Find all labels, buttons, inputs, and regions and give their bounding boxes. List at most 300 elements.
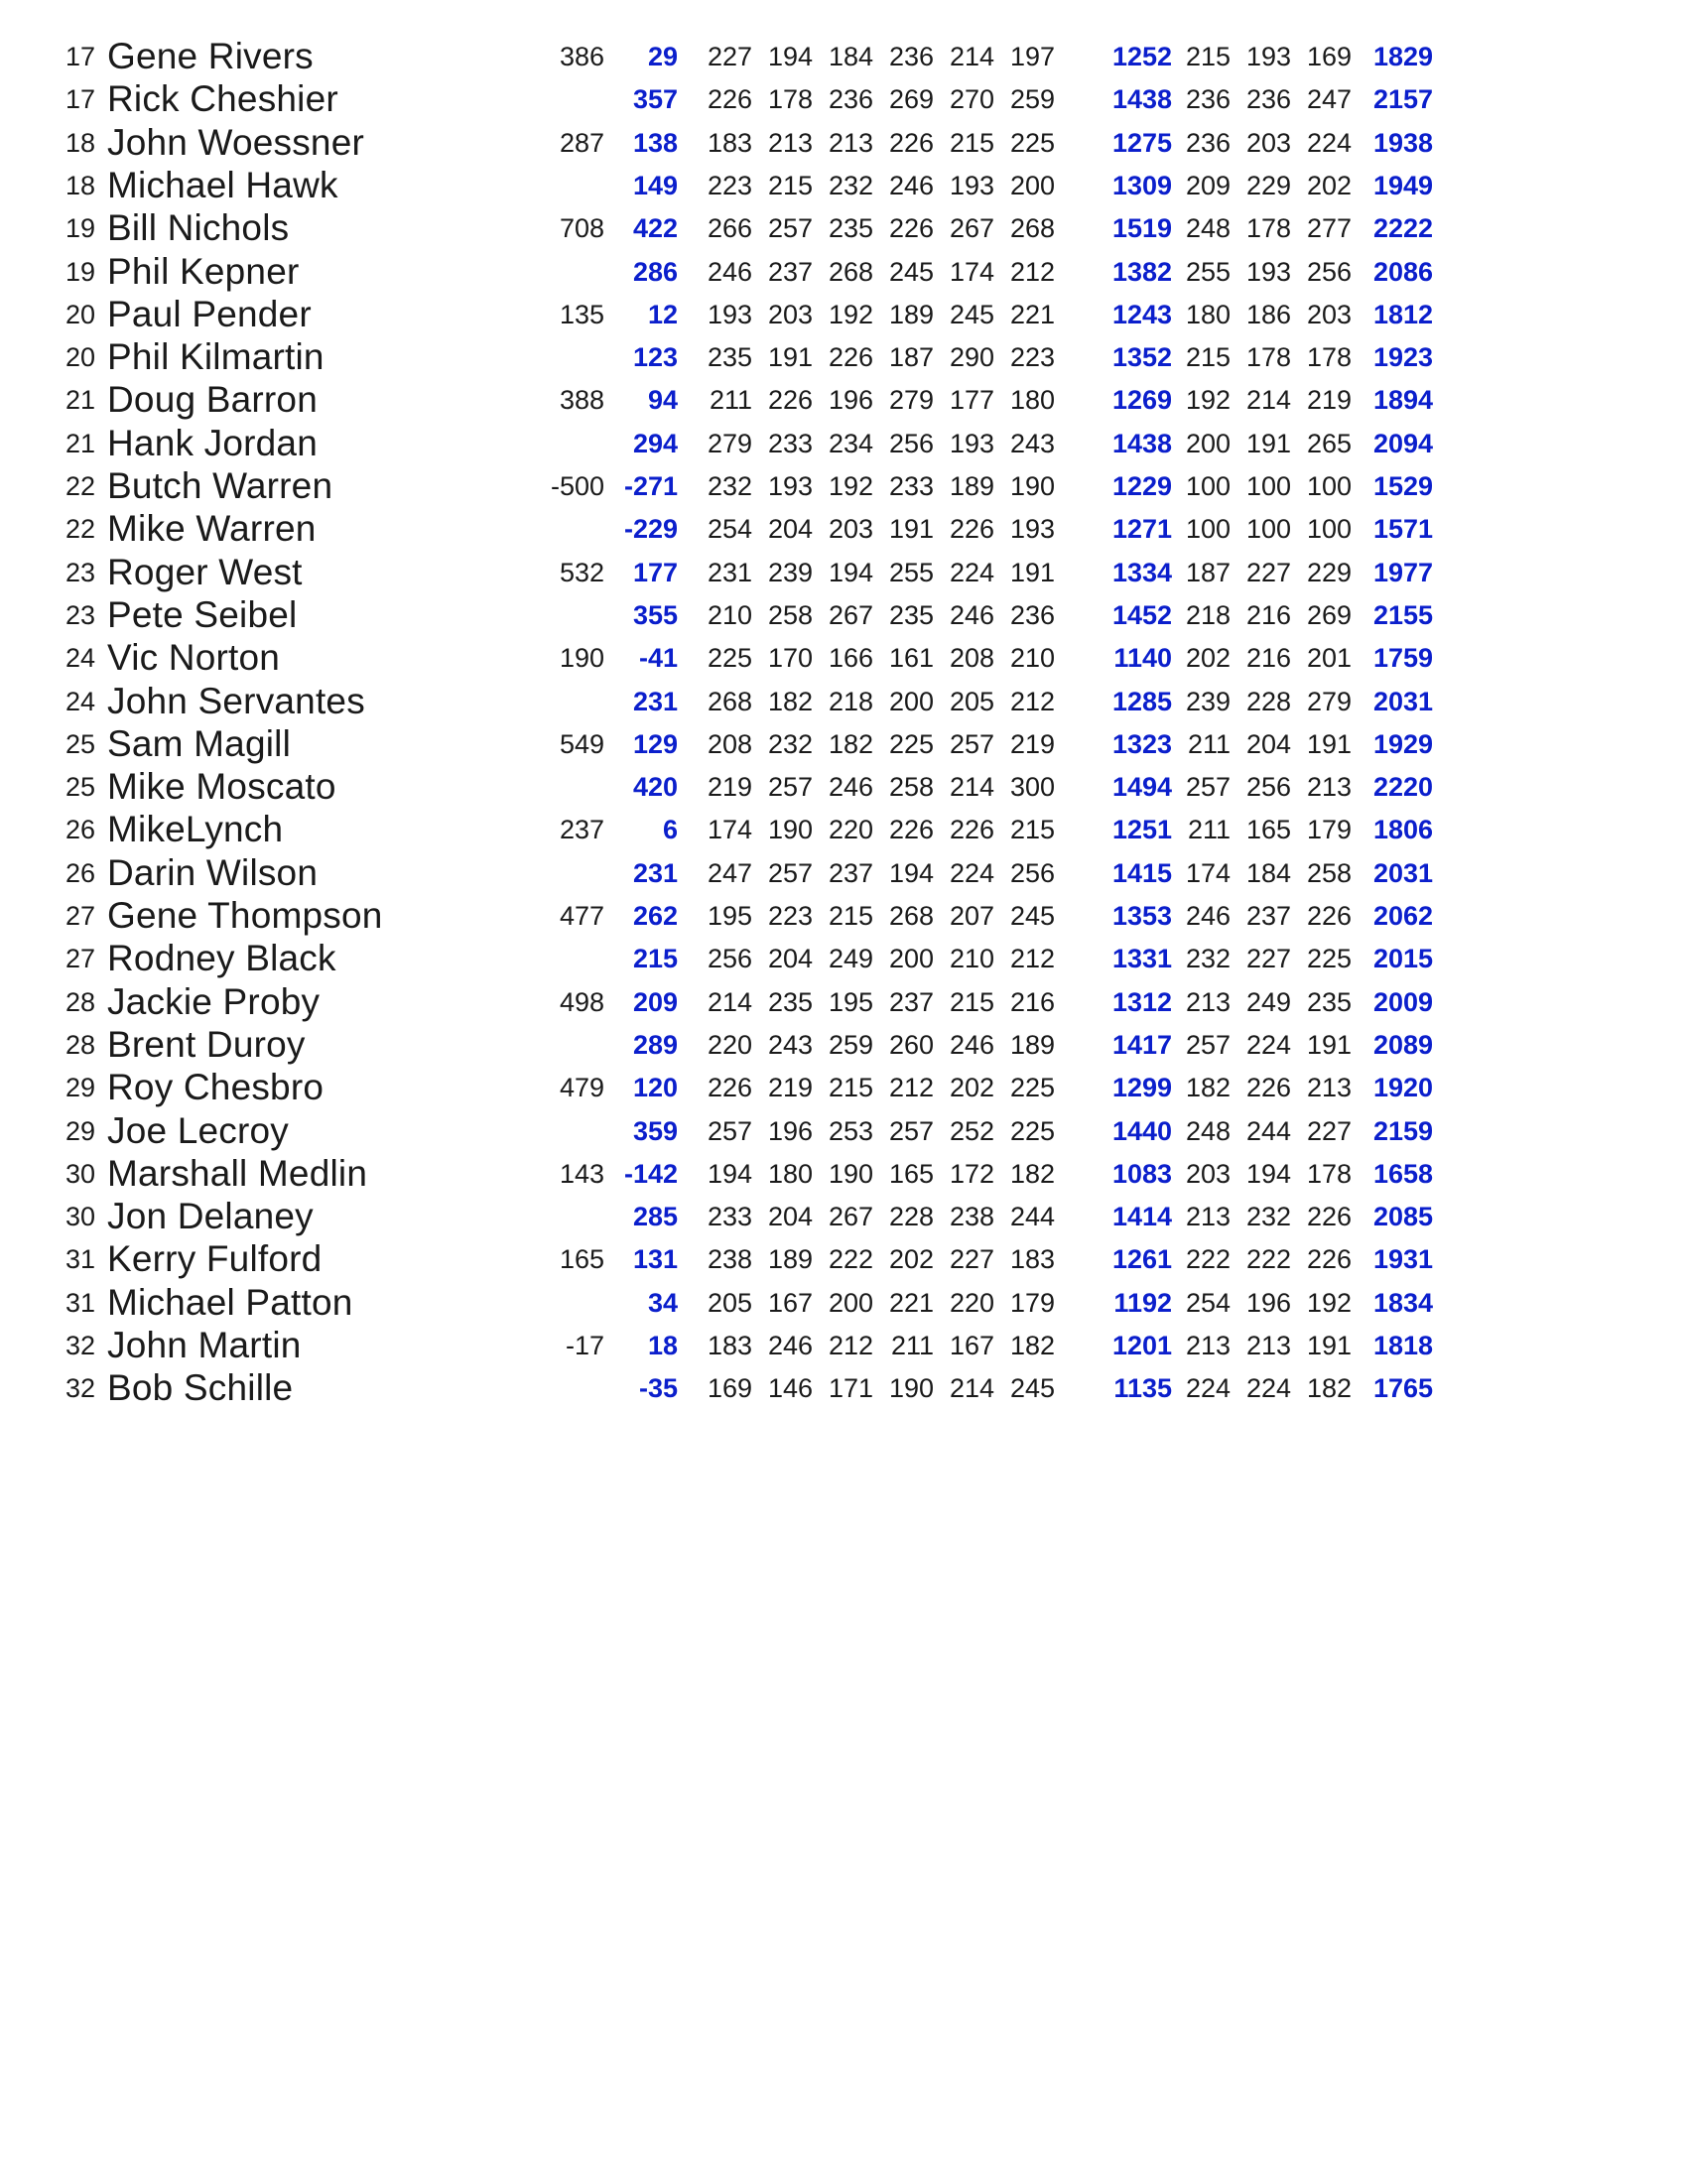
game-6-score: 197 bbox=[1009, 42, 1055, 71]
game-7-score: 100 bbox=[1185, 514, 1231, 545]
subtotal-value: 1417 bbox=[1112, 1029, 1173, 1060]
game-6-score: 244 bbox=[1009, 1202, 1055, 1232]
game-8-score: 232 bbox=[1245, 1202, 1291, 1232]
game-4-score: 236 bbox=[888, 42, 934, 71]
total-value: 1759 bbox=[1373, 643, 1434, 674]
bowler-name: Roy Chesbro bbox=[107, 1067, 325, 1108]
subtotal-value: 1414 bbox=[1112, 1202, 1173, 1232]
game-5-score: 257 bbox=[949, 728, 994, 759]
game-4-score: 190 bbox=[888, 1373, 934, 1404]
game-7-score: 224 bbox=[1185, 1373, 1231, 1404]
game-1-score: 223 bbox=[707, 170, 752, 200]
total-value: 1834 bbox=[1373, 1287, 1434, 1318]
game-5-score: 172 bbox=[949, 1158, 994, 1189]
game-1-score: 238 bbox=[707, 1244, 752, 1275]
game-2-score: 232 bbox=[767, 728, 813, 759]
differential-value: 231 bbox=[632, 686, 678, 716]
game-9-score: 226 bbox=[1306, 1244, 1352, 1275]
game-2-score: 204 bbox=[767, 1202, 813, 1232]
game-7-score: 100 bbox=[1185, 471, 1231, 501]
game-4-score: 245 bbox=[888, 256, 934, 287]
game-8-score: 178 bbox=[1245, 213, 1291, 244]
game-4-score: 257 bbox=[888, 1115, 934, 1146]
game-5-score: 252 bbox=[949, 1115, 994, 1146]
total-value: 1923 bbox=[1373, 342, 1434, 373]
game-1-score: 210 bbox=[707, 599, 752, 630]
game-5-score: 290 bbox=[949, 342, 994, 373]
game-8-score: 237 bbox=[1245, 901, 1291, 931]
handicap-value: 532 bbox=[559, 557, 604, 587]
table-row bbox=[0, 293, 1688, 336]
total-value: 2085 bbox=[1373, 1202, 1434, 1232]
game-8-score: 186 bbox=[1245, 299, 1291, 329]
game-2-score: 257 bbox=[767, 772, 813, 803]
table-row bbox=[0, 1195, 1688, 1238]
game-7-score: 222 bbox=[1185, 1244, 1231, 1275]
handicap-value: 237 bbox=[559, 815, 604, 845]
table-row bbox=[0, 335, 1688, 379]
total-value: 1920 bbox=[1373, 1073, 1434, 1103]
game-9-score: 258 bbox=[1306, 857, 1352, 888]
table-row bbox=[0, 593, 1688, 637]
game-6-score: 245 bbox=[1009, 901, 1055, 931]
differential-value: 120 bbox=[632, 1073, 678, 1103]
team-number: 28 bbox=[65, 986, 96, 1017]
game-8-score: 194 bbox=[1245, 1158, 1291, 1189]
game-2-score: 257 bbox=[767, 857, 813, 888]
game-7-score: 180 bbox=[1185, 299, 1231, 329]
table-row bbox=[0, 1066, 1688, 1109]
total-value: 2031 bbox=[1373, 686, 1434, 716]
total-value: 1765 bbox=[1373, 1373, 1434, 1404]
game-1-score: 208 bbox=[707, 728, 752, 759]
game-7-score: 254 bbox=[1185, 1287, 1231, 1318]
game-2-score: 223 bbox=[767, 901, 813, 931]
game-6-score: 191 bbox=[1009, 557, 1055, 587]
game-8-score: 236 bbox=[1245, 84, 1291, 115]
subtotal-value: 1135 bbox=[1113, 1373, 1172, 1404]
game-3-score: 196 bbox=[828, 385, 873, 416]
game-2-score: 219 bbox=[767, 1073, 813, 1103]
game-3-score: 253 bbox=[828, 1115, 873, 1146]
game-6-score: 225 bbox=[1009, 127, 1055, 158]
game-2-score: 233 bbox=[767, 428, 813, 458]
handicap-value: -500 bbox=[550, 471, 604, 501]
game-9-score: 178 bbox=[1306, 342, 1352, 373]
subtotal-value: 1192 bbox=[1113, 1287, 1172, 1318]
game-7-score: 255 bbox=[1185, 256, 1231, 287]
game-4-score: 246 bbox=[888, 170, 934, 200]
game-5-score: 224 bbox=[949, 857, 994, 888]
differential-value: -229 bbox=[623, 514, 678, 545]
differential-value: 18 bbox=[647, 1331, 678, 1360]
game-2-score: 182 bbox=[767, 686, 813, 716]
bowler-name: Joe Lecroy bbox=[107, 1109, 289, 1151]
team-number: 22 bbox=[65, 514, 96, 545]
bowler-name: Jon Delaney bbox=[107, 1196, 314, 1237]
subtotal-value: 1382 bbox=[1112, 256, 1173, 287]
game-9-score: 247 bbox=[1306, 84, 1352, 115]
differential-value: 34 bbox=[647, 1287, 678, 1318]
handicap-value: 708 bbox=[559, 213, 604, 244]
game-2-score: 170 bbox=[767, 643, 813, 674]
bowler-name: Bob Schille bbox=[107, 1367, 294, 1409]
team-number: 17 bbox=[65, 42, 96, 71]
bowler-name: Gene Thompson bbox=[107, 895, 383, 936]
game-1-score: 246 bbox=[707, 256, 752, 287]
differential-value: 177 bbox=[632, 557, 678, 587]
differential-value: 359 bbox=[632, 1115, 678, 1146]
total-value: 1571 bbox=[1373, 514, 1434, 545]
table-row bbox=[0, 378, 1688, 422]
game-8-score: 227 bbox=[1245, 944, 1291, 974]
game-1-score: 194 bbox=[707, 1158, 752, 1189]
game-5-score: 226 bbox=[949, 514, 994, 545]
game-3-score: 192 bbox=[828, 299, 873, 329]
bowler-name: Marshall Medlin bbox=[107, 1152, 368, 1194]
total-value: 1938 bbox=[1373, 127, 1434, 158]
game-8-score: 184 bbox=[1245, 857, 1291, 888]
game-5-score: 177 bbox=[949, 385, 994, 416]
team-number: 24 bbox=[65, 686, 96, 716]
team-number: 32 bbox=[65, 1331, 96, 1360]
game-2-score: 196 bbox=[767, 1115, 813, 1146]
differential-value: 262 bbox=[632, 901, 678, 931]
bowler-name: Sam Magill bbox=[107, 722, 291, 764]
game-7-score: 203 bbox=[1185, 1158, 1231, 1189]
bowler-name: Phil Kilmartin bbox=[107, 336, 325, 378]
game-3-score: 213 bbox=[828, 127, 873, 158]
game-7-score: 236 bbox=[1185, 127, 1231, 158]
total-value: 2155 bbox=[1373, 599, 1434, 630]
total-value: 2015 bbox=[1373, 944, 1434, 974]
game-3-score: 200 bbox=[828, 1287, 873, 1318]
subtotal-value: 1309 bbox=[1112, 170, 1173, 200]
game-4-score: 269 bbox=[888, 84, 934, 115]
subtotal-value: 1201 bbox=[1112, 1331, 1173, 1360]
team-number: 20 bbox=[65, 342, 96, 373]
game-9-score: 269 bbox=[1306, 599, 1352, 630]
game-1-score: 247 bbox=[707, 857, 752, 888]
game-4-score: 235 bbox=[888, 599, 934, 630]
game-2-score: 180 bbox=[767, 1158, 813, 1189]
total-value: 1931 bbox=[1373, 1244, 1434, 1275]
game-9-score: 225 bbox=[1306, 944, 1352, 974]
game-8-score: 216 bbox=[1245, 643, 1291, 674]
handicap-value: 135 bbox=[559, 299, 604, 329]
game-8-score: 228 bbox=[1245, 686, 1291, 716]
game-2-score: 190 bbox=[767, 815, 813, 845]
game-5-score: 214 bbox=[949, 42, 994, 71]
game-3-score: 212 bbox=[828, 1331, 873, 1360]
game-9-score: 169 bbox=[1306, 42, 1352, 71]
game-9-score: 226 bbox=[1306, 1202, 1352, 1232]
total-value: 1658 bbox=[1373, 1158, 1434, 1189]
differential-value: 422 bbox=[632, 213, 678, 244]
game-6-score: 182 bbox=[1009, 1158, 1055, 1189]
game-9-score: 224 bbox=[1306, 127, 1352, 158]
subtotal-value: 1452 bbox=[1112, 599, 1173, 630]
game-3-score: 267 bbox=[828, 599, 873, 630]
table-row bbox=[0, 422, 1688, 465]
game-8-score: 229 bbox=[1245, 170, 1291, 200]
game-5-score: 214 bbox=[949, 772, 994, 803]
total-value: 2062 bbox=[1373, 901, 1434, 931]
game-5-score: 226 bbox=[949, 815, 994, 845]
game-6-score: 245 bbox=[1009, 1373, 1055, 1404]
subtotal-value: 1251 bbox=[1112, 815, 1173, 845]
game-2-score: 246 bbox=[767, 1331, 813, 1360]
game-6-score: 259 bbox=[1009, 84, 1055, 115]
game-7-score: 215 bbox=[1185, 342, 1231, 373]
game-7-score: 248 bbox=[1185, 1115, 1231, 1146]
team-number: 23 bbox=[65, 599, 96, 630]
game-6-score: 216 bbox=[1009, 986, 1055, 1017]
bowler-name: Rodney Black bbox=[107, 938, 336, 979]
team-number: 17 bbox=[65, 84, 96, 115]
game-5-score: 174 bbox=[949, 256, 994, 287]
bowler-name: Jackie Proby bbox=[107, 980, 321, 1022]
game-6-score: 256 bbox=[1009, 857, 1055, 888]
game-1-score: 211 bbox=[709, 385, 752, 416]
subtotal-value: 1352 bbox=[1112, 342, 1173, 373]
total-value: 2094 bbox=[1373, 428, 1434, 458]
game-9-score: 277 bbox=[1306, 213, 1352, 244]
game-6-score: 183 bbox=[1009, 1244, 1055, 1275]
bowler-name: Hank Jordan bbox=[107, 422, 318, 463]
game-8-score: 249 bbox=[1245, 986, 1291, 1017]
game-9-score: 192 bbox=[1306, 1287, 1352, 1318]
game-7-score: 182 bbox=[1185, 1073, 1231, 1103]
table-row bbox=[0, 980, 1688, 1024]
game-8-score: 227 bbox=[1245, 557, 1291, 587]
game-4-score: 194 bbox=[888, 857, 934, 888]
game-4-score: 226 bbox=[888, 815, 934, 845]
differential-value: 285 bbox=[632, 1202, 678, 1232]
game-2-score: 193 bbox=[767, 471, 813, 501]
game-6-score: 243 bbox=[1009, 428, 1055, 458]
differential-value: 355 bbox=[632, 599, 678, 630]
game-5-score: 267 bbox=[949, 213, 994, 244]
differential-value: 420 bbox=[632, 772, 678, 803]
bowler-name: Kerry Fulford bbox=[107, 1238, 323, 1280]
total-value: 1529 bbox=[1373, 471, 1434, 501]
team-number: 27 bbox=[65, 901, 96, 931]
team-number: 27 bbox=[65, 944, 96, 974]
game-4-score: 260 bbox=[888, 1029, 934, 1060]
game-2-score: 257 bbox=[767, 213, 813, 244]
bowler-name: Michael Patton bbox=[107, 1281, 353, 1323]
game-1-score: 183 bbox=[707, 1331, 752, 1360]
total-value: 1929 bbox=[1373, 728, 1434, 759]
handicap-value: 287 bbox=[559, 127, 604, 158]
game-6-score: 212 bbox=[1009, 944, 1055, 974]
bowler-name: Roger West bbox=[107, 551, 303, 592]
game-8-score: 100 bbox=[1245, 514, 1291, 545]
differential-value: -41 bbox=[638, 643, 678, 674]
table-row bbox=[0, 121, 1688, 165]
team-number: 31 bbox=[65, 1287, 96, 1318]
game-3-score: 235 bbox=[828, 213, 873, 244]
team-number: 29 bbox=[65, 1115, 96, 1146]
game-3-score: 194 bbox=[828, 557, 873, 587]
game-2-score: 239 bbox=[767, 557, 813, 587]
game-7-score: 248 bbox=[1185, 213, 1231, 244]
game-5-score: 245 bbox=[949, 299, 994, 329]
game-5-score: 224 bbox=[949, 557, 994, 587]
game-2-score: 203 bbox=[767, 299, 813, 329]
table-row bbox=[0, 1366, 1688, 1410]
total-value: 1977 bbox=[1373, 557, 1434, 587]
differential-value: 6 bbox=[662, 815, 678, 845]
game-5-score: 227 bbox=[949, 1244, 994, 1275]
game-7-score: 200 bbox=[1185, 428, 1231, 458]
game-9-score: 279 bbox=[1306, 686, 1352, 716]
game-3-score: 203 bbox=[828, 514, 873, 545]
table-row bbox=[0, 164, 1688, 207]
game-1-score: 227 bbox=[707, 42, 752, 71]
game-3-score: 222 bbox=[828, 1244, 873, 1275]
team-number: 20 bbox=[65, 299, 96, 329]
handicap-value: 190 bbox=[559, 643, 604, 674]
game-3-score: 218 bbox=[828, 686, 873, 716]
differential-value: 138 bbox=[632, 127, 678, 158]
game-1-score: 169 bbox=[707, 1373, 752, 1404]
game-2-score: 237 bbox=[767, 256, 813, 287]
differential-value: 129 bbox=[632, 728, 678, 759]
game-4-score: 237 bbox=[888, 986, 934, 1017]
table-row bbox=[0, 250, 1688, 294]
game-9-score: 229 bbox=[1306, 557, 1352, 587]
game-6-score: 236 bbox=[1009, 599, 1055, 630]
total-value: 1812 bbox=[1373, 299, 1434, 329]
game-9-score: 265 bbox=[1306, 428, 1352, 458]
total-value: 1949 bbox=[1373, 170, 1434, 200]
subtotal-value: 1312 bbox=[1112, 986, 1173, 1017]
subtotal-value: 1252 bbox=[1112, 42, 1173, 71]
game-4-score: 228 bbox=[888, 1202, 934, 1232]
game-7-score: 239 bbox=[1185, 686, 1231, 716]
game-4-score: 226 bbox=[888, 213, 934, 244]
game-5-score: 208 bbox=[949, 643, 994, 674]
team-number: 24 bbox=[65, 643, 96, 674]
total-value: 1818 bbox=[1373, 1331, 1434, 1360]
table-row bbox=[0, 1237, 1688, 1281]
game-2-score: 189 bbox=[767, 1244, 813, 1275]
subtotal-value: 1334 bbox=[1112, 557, 1173, 587]
game-8-score: 224 bbox=[1245, 1029, 1291, 1060]
game-9-score: 178 bbox=[1306, 1158, 1352, 1189]
game-3-score: 192 bbox=[828, 471, 873, 501]
game-4-score: 279 bbox=[888, 385, 934, 416]
team-number: 18 bbox=[65, 127, 96, 158]
game-9-score: 191 bbox=[1306, 728, 1352, 759]
subtotal-value: 1261 bbox=[1112, 1244, 1173, 1275]
game-8-score: 203 bbox=[1245, 127, 1291, 158]
subtotal-value: 1494 bbox=[1112, 772, 1173, 803]
game-6-score: 212 bbox=[1009, 256, 1055, 287]
total-value: 1806 bbox=[1373, 815, 1434, 845]
game-6-score: 210 bbox=[1009, 643, 1055, 674]
table-row bbox=[0, 808, 1688, 851]
game-5-score: 238 bbox=[949, 1202, 994, 1232]
total-value: 1829 bbox=[1373, 42, 1434, 71]
game-3-score: 226 bbox=[828, 342, 873, 373]
game-9-score: 191 bbox=[1306, 1029, 1352, 1060]
game-1-score: 174 bbox=[707, 815, 752, 845]
game-6-score: 223 bbox=[1009, 342, 1055, 373]
subtotal-value: 1519 bbox=[1112, 213, 1173, 244]
bowler-name: Mike Moscato bbox=[107, 766, 336, 808]
game-5-score: 202 bbox=[949, 1073, 994, 1103]
game-3-score: 259 bbox=[828, 1029, 873, 1060]
game-1-score: 232 bbox=[707, 471, 752, 501]
bowler-name: Mike Warren bbox=[107, 508, 317, 550]
differential-value: 357 bbox=[632, 84, 678, 115]
game-1-score: 256 bbox=[707, 944, 752, 974]
game-3-score: 268 bbox=[828, 256, 873, 287]
game-5-score: 270 bbox=[949, 84, 994, 115]
game-6-score: 225 bbox=[1009, 1073, 1055, 1103]
game-9-score: 226 bbox=[1306, 901, 1352, 931]
subtotal-value: 1083 bbox=[1112, 1158, 1173, 1189]
bowler-name: MikeLynch bbox=[107, 809, 284, 850]
game-3-score: 184 bbox=[828, 42, 873, 71]
table-row bbox=[0, 1324, 1688, 1367]
handicap-value: 498 bbox=[559, 986, 604, 1017]
game-4-score: 165 bbox=[888, 1158, 934, 1189]
game-2-score: 226 bbox=[767, 385, 813, 416]
game-9-score: 213 bbox=[1306, 1073, 1352, 1103]
game-4-score: 211 bbox=[890, 1331, 934, 1360]
game-4-score: 187 bbox=[888, 342, 934, 373]
game-7-score: 187 bbox=[1185, 557, 1231, 587]
handicap-value: 386 bbox=[559, 42, 604, 71]
game-7-score: 246 bbox=[1185, 901, 1231, 931]
game-5-score: 215 bbox=[949, 986, 994, 1017]
game-4-score: 161 bbox=[888, 643, 934, 674]
game-1-score: 279 bbox=[707, 428, 752, 458]
team-number: 31 bbox=[65, 1244, 96, 1275]
subtotal-value: 1140 bbox=[1113, 643, 1172, 674]
game-3-score: 246 bbox=[828, 772, 873, 803]
game-5-score: 246 bbox=[949, 1029, 994, 1060]
differential-value: 131 bbox=[632, 1244, 678, 1275]
game-9-score: 191 bbox=[1306, 1331, 1352, 1360]
bowler-name: Vic Norton bbox=[107, 637, 281, 679]
game-3-score: 234 bbox=[828, 428, 873, 458]
table-row bbox=[0, 937, 1688, 980]
game-9-score: 100 bbox=[1306, 514, 1352, 545]
game-5-score: 193 bbox=[949, 428, 994, 458]
game-4-score: 189 bbox=[888, 299, 934, 329]
subtotal-value: 1415 bbox=[1112, 857, 1173, 888]
game-2-score: 204 bbox=[767, 514, 813, 545]
bowler-name: Paul Pender bbox=[107, 293, 312, 334]
game-6-score: 212 bbox=[1009, 686, 1055, 716]
team-number: 19 bbox=[65, 256, 96, 287]
game-3-score: 215 bbox=[828, 1073, 873, 1103]
game-2-score: 215 bbox=[767, 170, 813, 200]
game-9-score: 227 bbox=[1306, 1115, 1352, 1146]
game-7-score: 211 bbox=[1187, 815, 1231, 845]
game-6-score: 193 bbox=[1009, 514, 1055, 545]
team-number: 25 bbox=[65, 728, 96, 759]
game-8-score: 204 bbox=[1245, 728, 1291, 759]
subtotal-value: 1353 bbox=[1112, 901, 1173, 931]
total-value: 2222 bbox=[1373, 213, 1434, 244]
game-2-score: 178 bbox=[767, 84, 813, 115]
